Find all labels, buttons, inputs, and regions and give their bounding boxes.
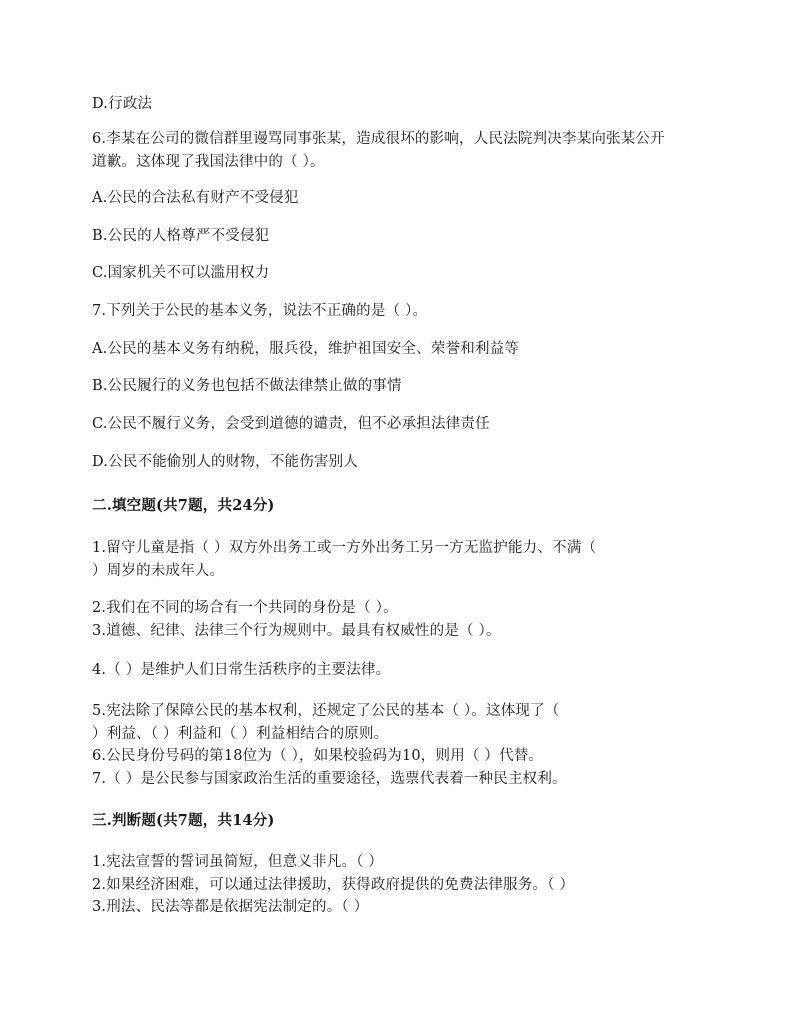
option-c-q7: C.公民不履行义务，会受到道德的谴责，但不必承担法律责任: [92, 416, 490, 432]
question-7: 7.下列关于公民的基本义务，说法不正确的是（ ）。: [92, 303, 428, 319]
section-3-heading: 三.判断题(共7题，共14分): [92, 812, 275, 829]
fill-question-1-line-1: 1.留守儿童是指（ ）双方外出务工或一方外出务工另一方无监护能力、不满（: [92, 540, 597, 556]
fill-question-4: 4.（ ）是维护人们日常生活秩序的主要法律。: [92, 662, 391, 678]
option-a-q7: A.公民的基本义务有纳税，服兵役，维护祖国安全、荣誉和利益等: [92, 341, 520, 357]
question-6-line-2: 道歉。这体现了我国法律中的（ ）。: [92, 154, 325, 170]
fill-question-2: 2.我们在不同的场合有一个共同的身份是（ ）。: [92, 600, 398, 616]
fill-question-3: 3.道德、纪律、法律三个行为规则中。最具有权威性的是（ ）。: [92, 623, 501, 639]
judge-question-2: 2.如果经济困难，可以通过法律援助，获得政府提供的免费法律服务。（ ）: [92, 877, 575, 893]
fill-question-6: 6.公民身份号码的第18位为（ ），如果校验码为10，则用（ ）代替。: [92, 748, 544, 764]
option-d-q5: D.行政法: [92, 96, 153, 112]
question-6-line-1: 6.李某在公司的微信群里谩骂同事张某，造成很坏的影响，人民法院判决李某向张某公开: [92, 131, 665, 147]
fill-question-7: 7.（ ）是公民参与国家政治生活的重要途径，选票代表着一种民主权利。: [92, 771, 567, 787]
option-c-q6: C.国家机关不可以滥用权力: [92, 265, 270, 281]
option-b-q7: B.公民履行的义务也包括不做法律禁止做的事情: [92, 378, 402, 394]
option-b-q6: B.公民的人格尊严不受侵犯: [92, 228, 270, 244]
section-2-heading: 二.填空题(共7题，共24分): [92, 497, 275, 514]
judge-question-1: 1.宪法宣誓的誓词虽简短，但意义非凡。（ ）: [92, 854, 384, 870]
fill-question-5-line-1: 5.宪法除了保障公民的基本权利，还规定了公民的基本（ ）。这体现了（: [92, 703, 560, 719]
option-a-q6: A.公民的合法私有财产不受侵犯: [92, 190, 299, 206]
judge-question-3: 3.刑法、民法等都是依据宪法制定的。（ ）: [92, 899, 369, 915]
fill-question-5-line-2: ）利益、（ ）利益和（ ）利益相结合的原则。: [92, 726, 389, 742]
fill-question-1-line-2: ）周岁的未成年人。: [92, 563, 225, 579]
option-d-q7: D.公民不能偷别人的财物，不能伤害别人: [92, 454, 359, 470]
